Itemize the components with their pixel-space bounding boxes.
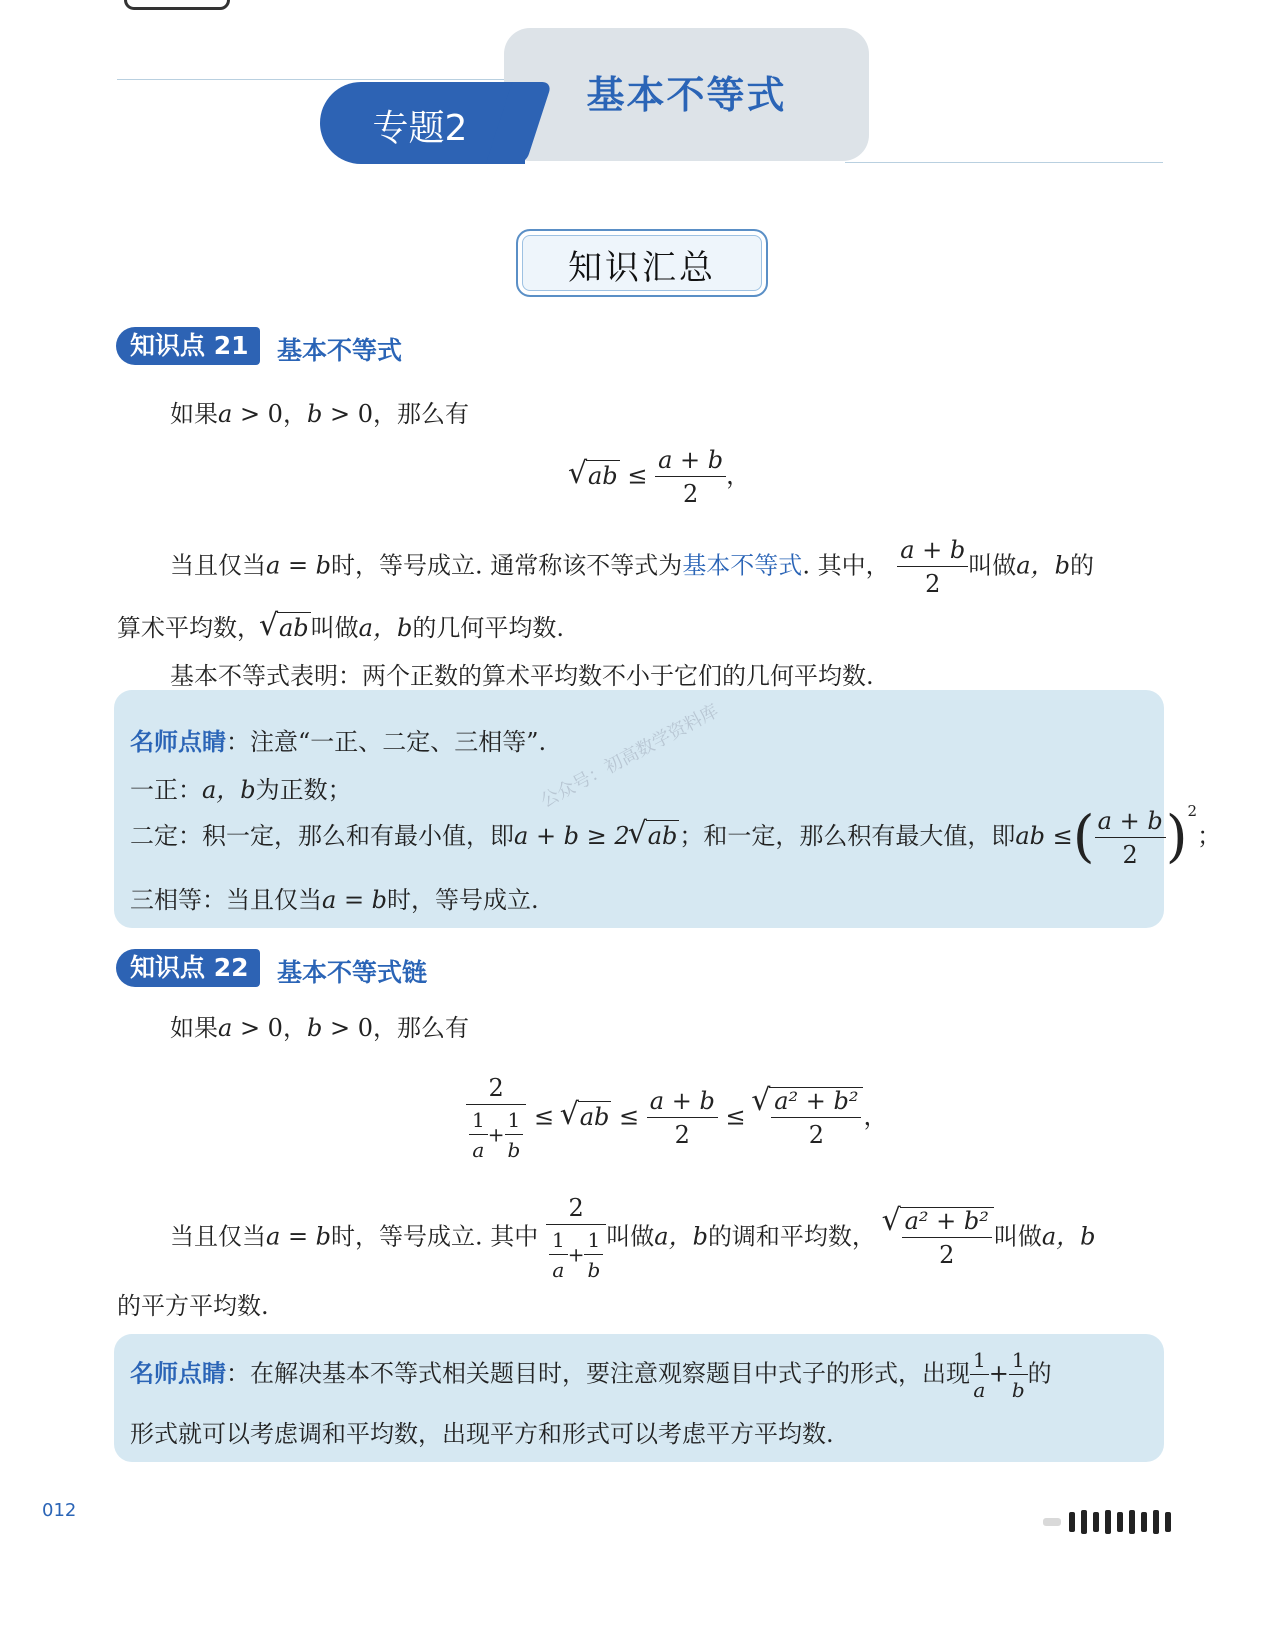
tip2-line1: 名师点睛：在解决基本不等式相关题目时，要注意观察题目中式子的形式，出现 $\frac{1}{a}$ + $\frac{1}{b}$ 的: [130, 1348, 1052, 1402]
kp21-title: 基本不等式: [277, 336, 403, 365]
kp21-badge: 知识点 21: [116, 327, 260, 365]
kp22-formula-chain: 2 $\frac{1}{a}$ + $\frac{1}{b}$ ≤ √ ab ≤ $\frac{a + b}{2}$ ≤ √ $\frac{\text{a² + b²}}{2}$ ，: [466, 1076, 887, 1160]
kp21-intro: 如果a > 0，b > 0，那么有: [170, 400, 469, 428]
top-tab-decoration: [124, 0, 230, 10]
header-rule-right: [845, 162, 1163, 163]
watermark-logo-icon: [1043, 1508, 1183, 1536]
term-basic-inequality: 基本不等式: [682, 551, 803, 580]
kp22-badge: 知识点 22: [116, 949, 260, 987]
kp21-line2: 算术平均数，√ ab叫做a，b的几何平均数.: [117, 608, 564, 643]
chapter-title: 基本不等式: [586, 73, 787, 117]
page-number: 012: [42, 1500, 77, 1521]
tip2-line2: 形式就可以考虑调和平均数，出现平方和形式可以考虑平方平均数.: [130, 1420, 834, 1448]
kp22-line1: 当且仅当a = b时，等号成立. 其中 2 $\frac{1}{a}$ + $\frac{1}{b}$ 叫做a，b的调和平均数， √ $\frac{\text{a² + b²}}{2}$ 叫做a，b: [170, 1196, 1096, 1280]
tip1-line3: 三相等：当且仅当a = b时，等号成立.: [130, 886, 539, 914]
watermark: 公众号：初高数学资料库: [537, 700, 723, 813]
kp21-formula: √ ab ≤ $\frac{a + b}{2}$ ，: [570, 448, 750, 506]
tip1-line2: 二定：积一定，那么和有最小值，即a + b ≥ 2√ ab；和一定，那么积有最大值，即ab ≤( $\frac{a + b}{2}$ )$^2$；: [130, 802, 1221, 867]
kp22-intro: 如果a > 0，b > 0，那么有: [170, 1014, 469, 1042]
tip1-line1: 一正：a，b为正数；: [130, 776, 352, 804]
kp21-line1: 当且仅当a = b时，等号成立. 通常称该不等式为基本不等式. 其中， $\frac{a + b}{2}$ 叫做a，b的: [170, 536, 1094, 598]
kp21-line3: 基本不等式表明：两个正数的算术平均数不小于它们的几何平均数.: [170, 662, 874, 690]
header-rule-left: [117, 79, 507, 80]
kp22-title: 基本不等式链: [277, 958, 428, 987]
summary-heading: 知识汇总: [568, 248, 716, 288]
tip1-head: 名师点睛：注意“一正、二定、三相等”.: [130, 728, 547, 756]
kp22-line2: 的平方平均数.: [117, 1292, 269, 1320]
topic-label: 专题2: [372, 108, 468, 149]
